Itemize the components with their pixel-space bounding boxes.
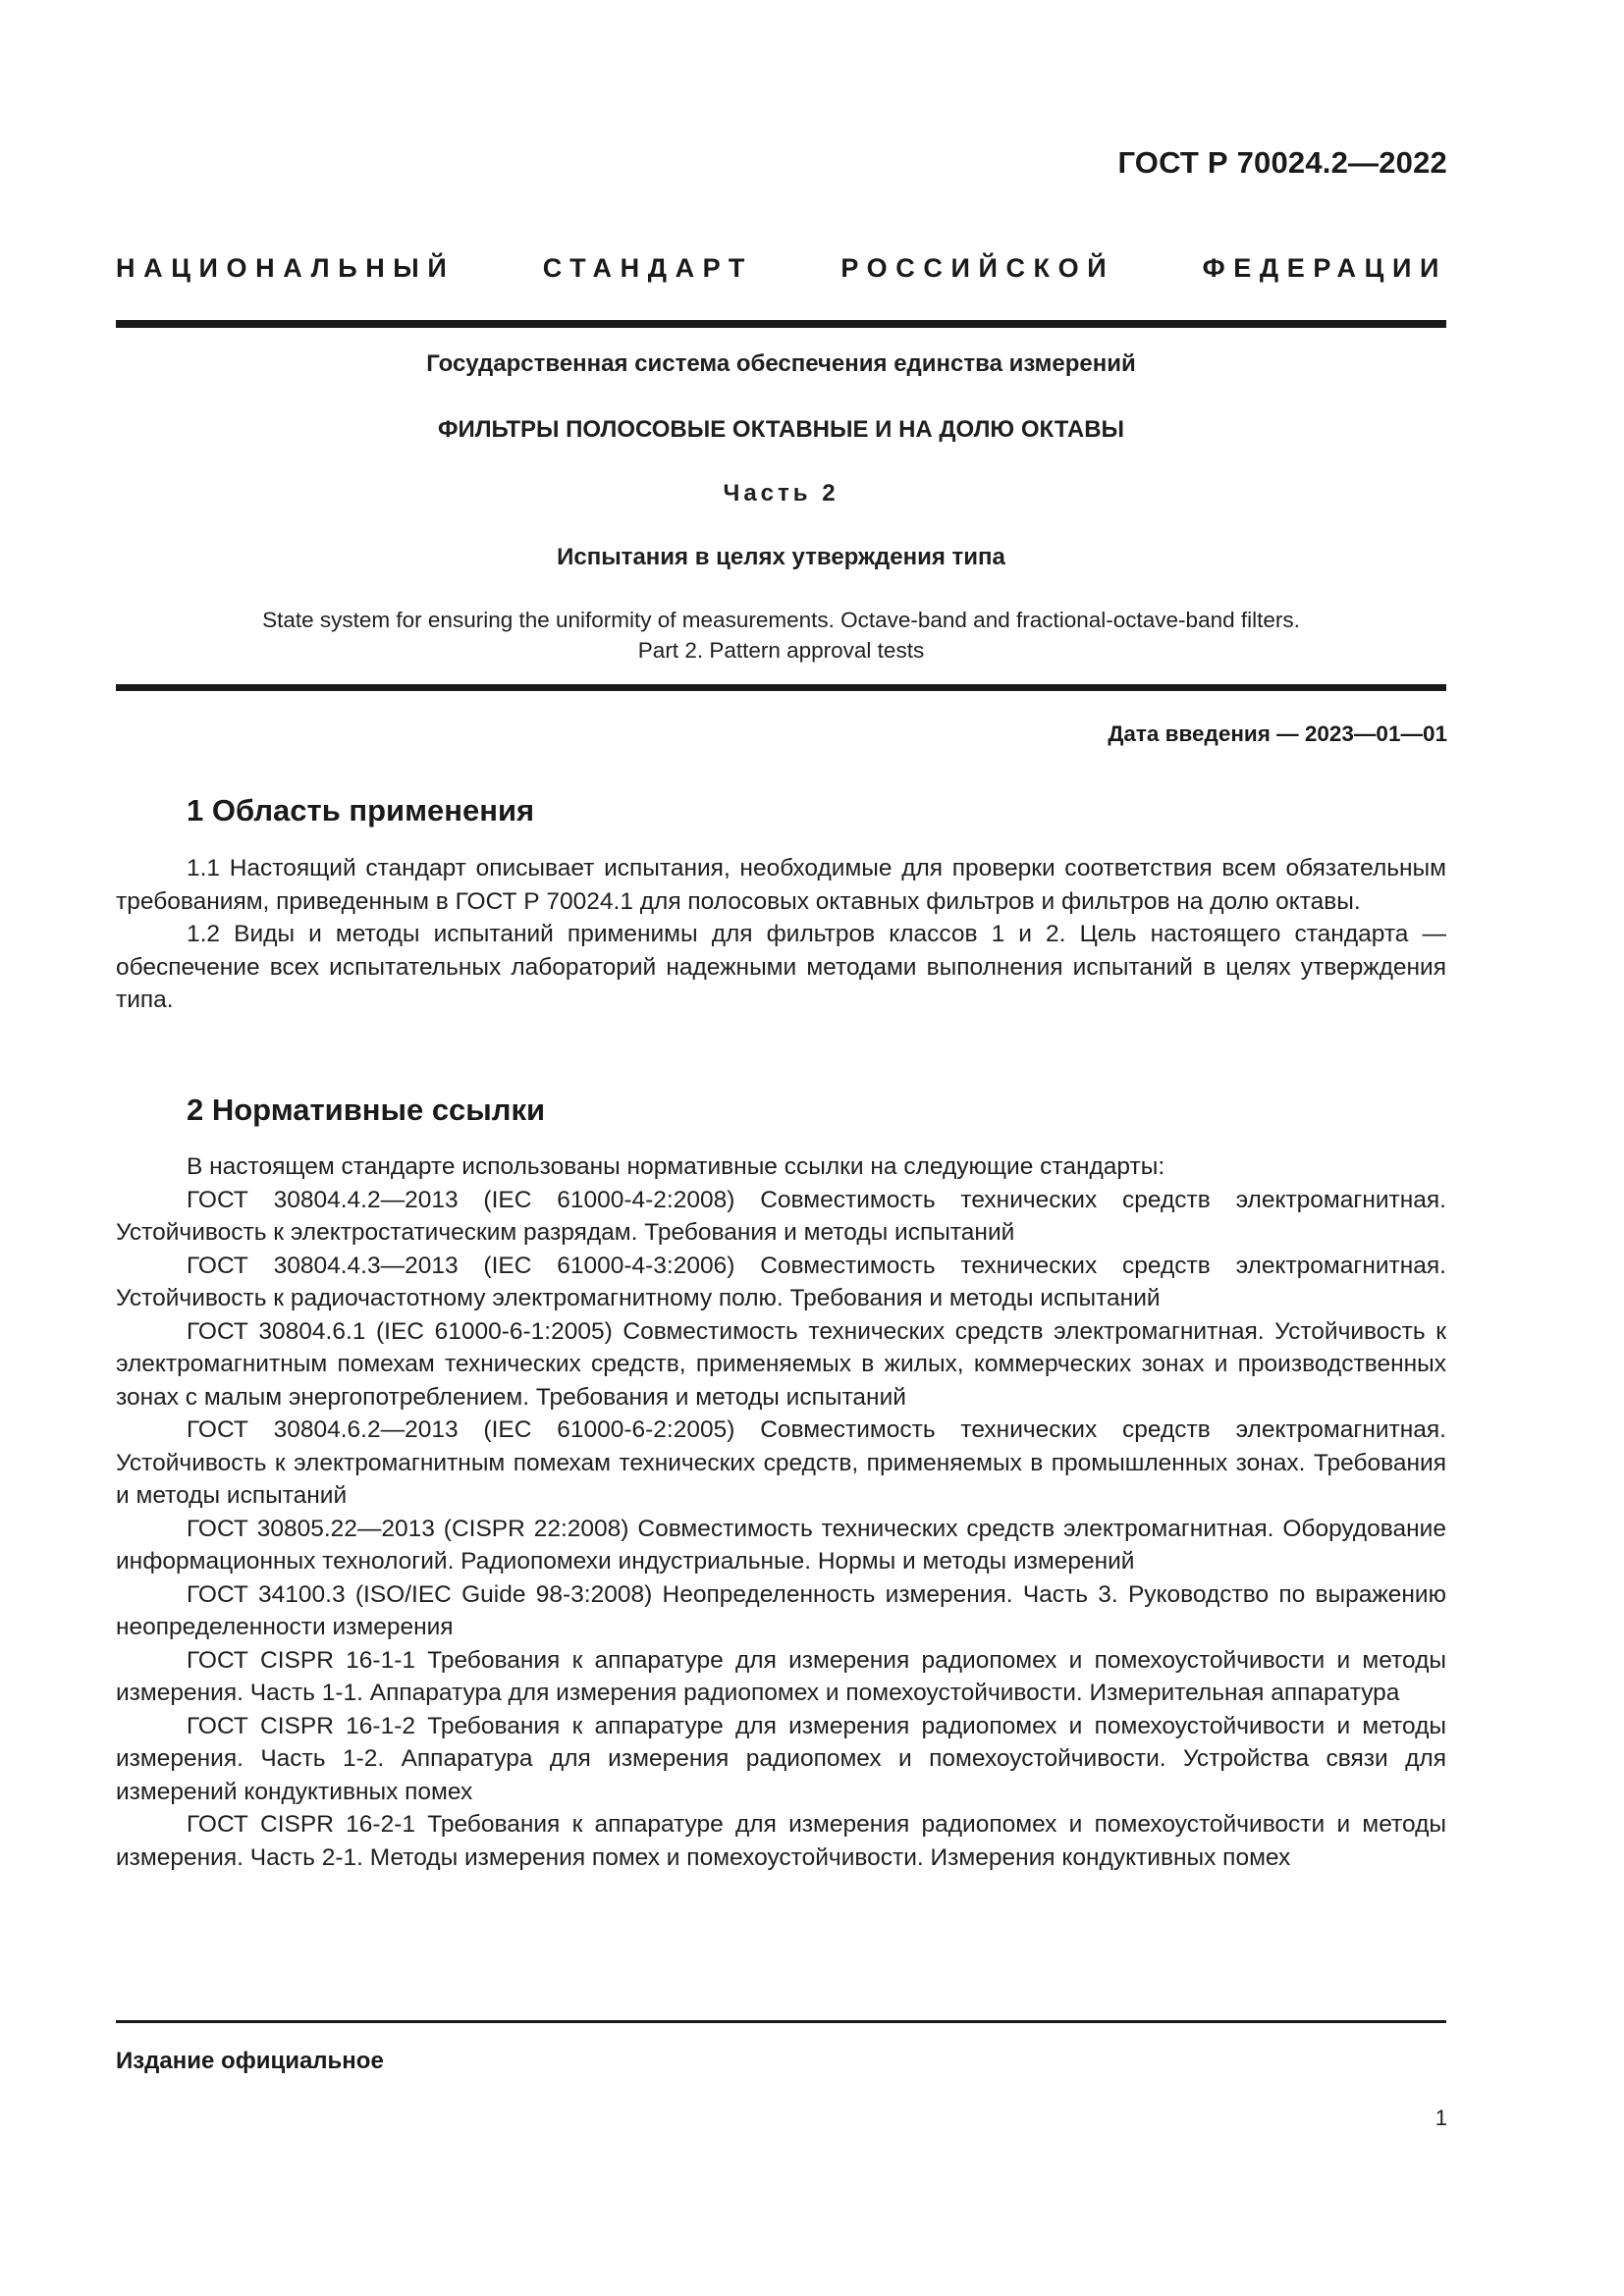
page-number: 1 — [1435, 2106, 1447, 2130]
reference-item: ГОСТ 30804.6.1 (IEC 61000-6-1:2005) Совместимость технических средств электромагнитная. Устойчивость к электромагнитным помехам технических средств, применяемых в жилых, коммерческих зонах и производственных зонах с малым энергопотреблением. Требования и методы испытаний — [116, 1317, 1446, 1411]
reference-item: ГОСТ 30804.4.2—2013 (IEC 61000-4-2:2008) Совместимость технических средств электромагнитная. Устойчивость к электростатическим разрядам. Требования и методы испытаний — [116, 1186, 1446, 1246]
paragraph: В настоящем стандарте использованы нормативные ссылки на следующие стандарты: — [187, 1153, 1165, 1180]
section-1-heading: 1 Область применения — [187, 793, 535, 828]
reference-item: ГОСТ 30804.6.2—2013 (IEC 61000-6-2:2005) Совместимость технических средств электромагнитная. Устойчивость к электромагнитным помехам технических средств, применяемых в промышленных зонах. Требования и методы испытаний — [116, 1416, 1446, 1509]
english-title-line-2: Part 2. Pattern approval tests — [637, 638, 925, 663]
part-title: Испытания в целях утверждения типа — [557, 544, 1005, 570]
system-name: Государственная система обеспечения единства измерений — [426, 350, 1136, 377]
edition-label: Издание официальное — [116, 2048, 384, 2074]
paragraph: 1.2 Виды и методы испытаний применимы для фильтров классов 1 и 2. Цель настоящего стандарта — обеспечение всех испытательных лабораторий надежными методами выполнения испытаний в целях утверждения типа. — [116, 921, 1446, 1013]
reference-item: ГОСТ 30804.4.3—2013 (IEC 61000-4-3:2006) Совместимость технических средств электромагнитная. Устойчивость к радиочастотному электромагнитному полю. Требования и методы испытаний — [116, 1252, 1446, 1311]
reference-item: ГОСТ 34100.3 (ISO/IEC Guide 98-3:2008) Неопределенность измерения. Часть 3. Руководство по выражению неопределенности измерения — [116, 1580, 1446, 1640]
title-block-rule — [116, 684, 1446, 691]
paragraph: 1.1 Настоящий стандарт описывает испытания, необходимые для проверки соответствия всем обязательным требованиям, приведенным в ГОСТ Р 70024.1 для полосовых октавных фильтров и фильтров на долю октавы. — [116, 855, 1446, 915]
introduction-date: Дата введения — 2023—01—01 — [1108, 721, 1447, 746]
footer-rule — [116, 2020, 1446, 2023]
reference-item: ГОСТ 30805.22—2013 (CISPR 22:2008) Совместимость технических средств электромагнитная. Оборудование информационных технологий. Радиопомехи индустриальные. Нормы и методы измерений — [116, 1515, 1446, 1575]
reference-item: ГОСТ CISPR 16-1-1 Требования к аппаратуре для измерения радиопомех и помехоустойчивости и методы измерения. Часть 1-1. Аппаратура для измерения радиопомех и помехоустойчивости. Измерительная аппаратура — [116, 1646, 1446, 1706]
section-2-heading: 2 Нормативные ссылки — [187, 1093, 546, 1127]
english-title-line-1: State system for ensuring the uniformity of measurements. Octave-band and fractional-octave-band filters. — [262, 608, 1300, 632]
document-title: ФИЛЬТРЫ ПОЛОСОВЫЕ ОКТАВНЫЕ И НА ДОЛЮ ОКТАВЫ — [437, 416, 1125, 443]
part-label: Часть 2 — [723, 480, 839, 507]
section-2-body — [116, 1150, 1446, 1874]
standard-code: ГОСТ Р 70024.2—2022 — [1117, 145, 1447, 180]
national-standard-banner: НАЦИОНАЛЬНЫЙ СТАНДАРТ РОССИЙСКОЙ ФЕДЕРАЦИИ — [116, 253, 1447, 283]
reference-item: ГОСТ CISPR 16-1-2 Требования к аппаратуре для измерения радиопомех и помехоустойчивости и методы измерения. Часть 1-2. Аппаратура для измерения радиопомех и помехоустойчивости. Устройства связи для измерений кондуктивных помех — [116, 1712, 1446, 1805]
section-1-body — [116, 852, 1446, 1017]
reference-item: ГОСТ CISPR 16-2-1 Требования к аппаратуре для измерения радиопомех и помехоустойчивости и методы измерения. Часть 2-1. Методы измерения помех и помехоустойчивости. Измерения кондуктивных помех — [116, 1811, 1446, 1871]
top-rule — [116, 320, 1446, 328]
